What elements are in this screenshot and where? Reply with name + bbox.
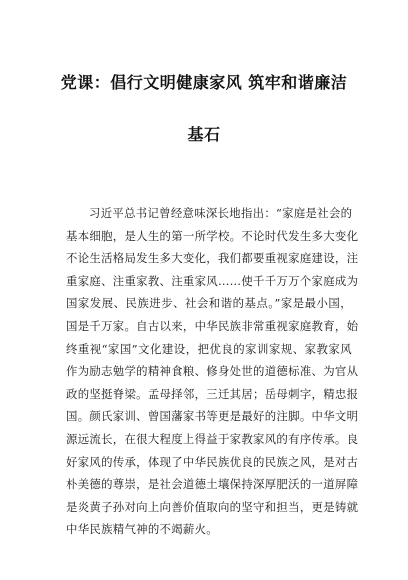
paragraph-line: 国是千万家。自古以来，中华民族非常重视家庭教育，始 <box>66 318 359 333</box>
paragraph-line: 国。颜氏家训、曾国藩家书等更是最好的注脚。中华文明 <box>66 409 359 424</box>
paragraph-line: 好家风的传承，体现了中华民族优良的民族之风，是对古 <box>66 454 359 469</box>
paragraph-line: 终重视“家国”文化建设，把优良的家训家规、家教家风 <box>66 341 352 356</box>
paragraph-line: 重家庭、注重家教、注重家风……使千千万万个家庭成为 <box>66 273 359 288</box>
paragraph-line: 作为励志勉学的精神食粮、修身处世的道德标准、为官从 <box>66 364 359 379</box>
paragraph-line: 源远流长，在很大程度上得益于家教家风的有序传承。良 <box>66 431 359 446</box>
paragraph-line: 中华民族精气神的不竭薪火。 <box>66 522 218 537</box>
paragraph-line: 基本细胞，是人生的第一所学校。不论时代发生多大变化 <box>66 228 359 243</box>
paragraph-line: 是炎黄子孙对向上向善价值取向的坚守和担当，更是铸就 <box>66 499 359 514</box>
paragraph-line: 习近平总书记曾经意味深长地指出：“家庭是社会的 <box>89 206 353 220</box>
paragraph-line: 朴美德的尊崇，是社会道德土壤保持深厚肥沃的一道屏障 <box>66 477 359 492</box>
paragraph-line: 不论生活格局发生多大变化，我们都要重视家庭建设，注 <box>66 251 359 266</box>
paragraph-line: 国家发展、民族进步、社会和谐的基点。”家是最小国， <box>66 296 352 311</box>
document-title-line-2: 基石 <box>187 125 221 144</box>
paragraph-line: 政的坚挺脊梁。孟母择邻，三迁其居；岳母刺字，精忠报 <box>66 386 359 401</box>
body-paragraph <box>66 202 359 541</box>
document-title-line-1: 党课：倡行文明健康家风 筑牢和谐廉洁 <box>60 73 348 92</box>
